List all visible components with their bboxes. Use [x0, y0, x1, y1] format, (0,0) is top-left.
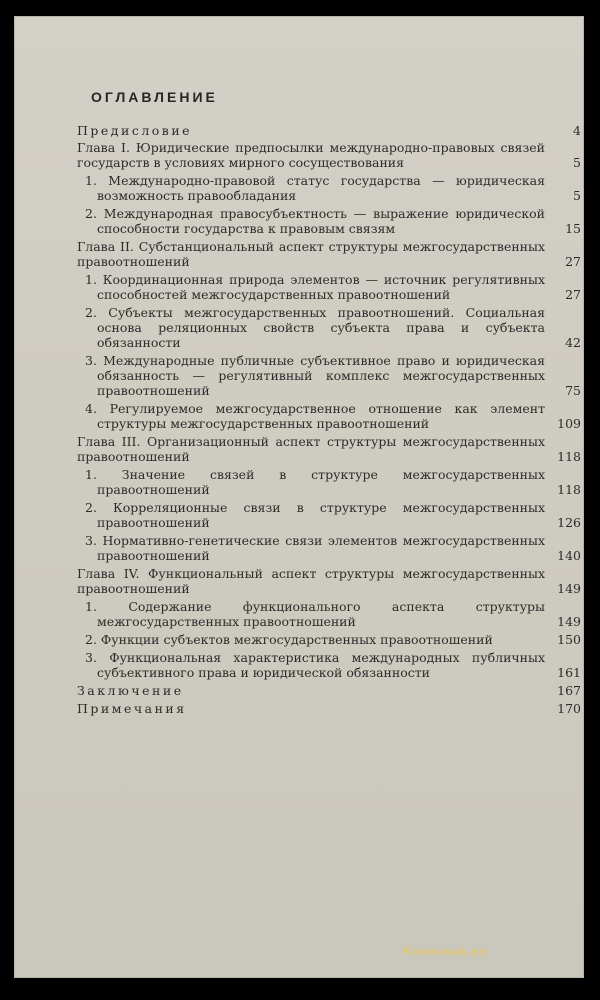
toc-entry-page: 161 — [557, 665, 581, 680]
toc-entry-label: Глава III. Организационный аспект структуры межгосударственных правоотношений — [77, 434, 545, 464]
toc-entry-section — [75, 353, 585, 398]
toc-entry-section — [75, 206, 585, 236]
toc-entry-page: 118 — [557, 449, 581, 464]
toc-entry-label: 3. Международные публичные субъективное право и юридическая обязанность — регулятивный комплекс межгосударственных правоотношений — [85, 353, 545, 398]
toc-entry-label: 1. Координационная природа элементов — источник регулятивных способностей межгосударственных правоотношений — [85, 272, 545, 302]
toc-entry-chapter-2 — [75, 239, 585, 269]
toc-entry-section — [75, 599, 585, 629]
toc-entry-page: 150 — [557, 632, 581, 647]
toc-entry-section — [75, 467, 585, 497]
toc-entry-preface — [75, 123, 585, 138]
toc-entry-page: 75 — [565, 383, 581, 398]
toc-entry-chapter-3 — [75, 434, 585, 464]
toc-entry-page: 109 — [557, 416, 581, 431]
toc-entry-chapter-4 — [75, 566, 585, 596]
toc-entry-label: Заключение — [77, 683, 184, 698]
toc-entry-page: 42 — [565, 335, 581, 350]
toc-entry-section — [75, 173, 585, 203]
toc-entry-section — [75, 500, 585, 530]
toc-entry-page: 167 — [557, 683, 581, 698]
toc-entry-label: 4. Регулируемое межгосударственное отношение как элемент структуры межгосударственных правоотношений — [85, 401, 545, 431]
toc-entry-page: 4 — [573, 123, 581, 138]
toc-entry-label: Примечания — [77, 701, 187, 716]
toc-entry-page: 5 — [573, 155, 581, 170]
toc-entry-chapter-1 — [75, 140, 585, 170]
toc-entry-page: 5 — [573, 188, 581, 203]
toc-entry-section — [75, 632, 585, 647]
toc-entry-label: Глава IV. Функциональный аспект структуры межгосударственных правоотношений — [77, 566, 545, 596]
toc-entry-label: 2. Корреляционные связи в структуре межгосударственных правоотношений — [85, 500, 545, 530]
toc-entry-page: 170 — [557, 701, 581, 716]
toc-entry-page: 149 — [557, 614, 581, 629]
toc-entry-section — [75, 533, 585, 563]
toc-entry-section — [75, 650, 585, 680]
toc-entry-page: 126 — [557, 515, 581, 530]
toc-entry-label: 1. Международно-правовой статус государства — юридическая возможность правообладания — [85, 173, 545, 203]
page-title: ОГЛАВЛЕНИЕ — [91, 89, 218, 105]
toc-entry-label: 3. Нормативно-генетические связи элементов межгосударственных правоотношений — [85, 533, 545, 563]
toc-entry-section — [75, 272, 585, 302]
toc-entry-page: 15 — [565, 221, 581, 236]
toc-entry-page: 118 — [557, 482, 581, 497]
toc-entry-label: Глава II. Субстанциональный аспект структуры межгосударственных правоотношений — [77, 239, 545, 269]
toc-entry-label: 3. Функциональная характеристика международных публичных субъективного права и юридической обязанности — [85, 650, 545, 680]
book-page — [14, 16, 584, 978]
toc-entry-label: 1. Содержание функционального аспекта структуры межгосударственных правоотношений — [85, 599, 545, 629]
toc-entry-section — [75, 401, 585, 431]
watermark-logo: Книжный.ру — [403, 945, 488, 958]
toc-entry-label: 1. Значение связей в структуре межгосударственных правоотношений — [85, 467, 545, 497]
toc-entry-label: Глава I. Юридические предпосылки международно-правовых связей государств в условиях мирного сосуществования — [77, 140, 545, 170]
toc-entry-label: 2. Международная правосубъектность — выражение юридической способности государства к правовым связям — [85, 206, 545, 236]
toc-entry-notes — [75, 701, 585, 716]
toc-entry-page: 140 — [557, 548, 581, 563]
toc-entry-label: 2. Функции субъектов межгосударственных правоотношений — [85, 632, 493, 647]
toc-entry-page: 27 — [565, 254, 581, 269]
toc-entry-page: 149 — [557, 581, 581, 596]
table-of-contents — [75, 123, 585, 716]
toc-entry-label: 2. Субъекты межгосударственных правоотношений. Социальная основа реляционных свойств субъекта права и субъекта обязанности — [85, 305, 545, 350]
toc-entry-conclusion — [75, 683, 585, 698]
toc-entry-section — [75, 305, 585, 350]
toc-entry-page: 27 — [565, 287, 581, 302]
toc-entry-label: Предисловие — [77, 123, 193, 138]
